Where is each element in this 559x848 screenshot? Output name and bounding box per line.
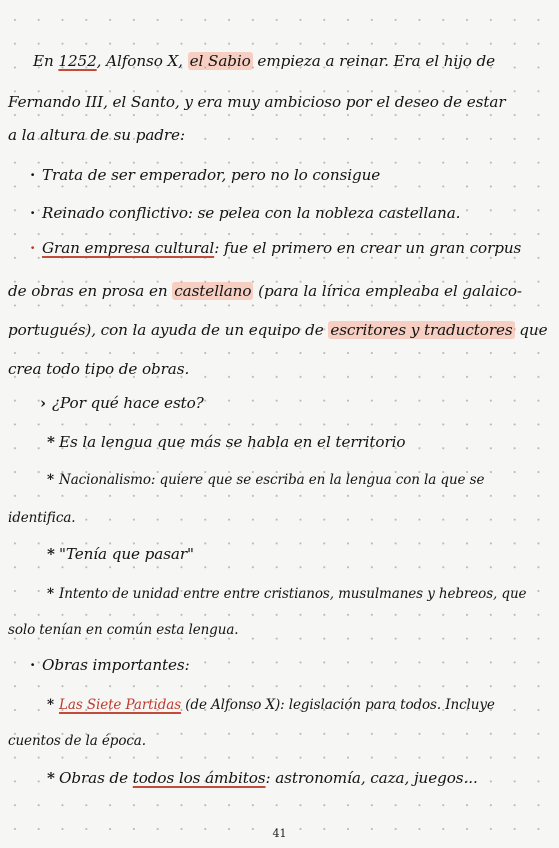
text: a la altura de su padre:	[8, 126, 185, 144]
text: portugués), con la ayuda de un equipo de	[8, 321, 329, 339]
text: Obras de	[59, 769, 133, 787]
asterisk-icon: *	[47, 545, 55, 563]
text: que	[514, 321, 548, 339]
bullet-item	[0, 238, 559, 258]
text: empieza a reinar. Era el hijo de	[252, 52, 496, 70]
text: Intento de unidad entre entre cristianos, musulmanes y hebreos, que	[59, 586, 527, 602]
asterisk-icon: *	[47, 472, 54, 488]
text: , Alfonso X,	[96, 52, 188, 70]
text: "Tenía que pasar"	[59, 545, 194, 563]
highlight-escritores: escritores y traductores	[330, 321, 513, 339]
asterisk-icon: *	[47, 586, 54, 602]
text: Fernando III, el Santo, y era muy ambicioso por el deseo de estar	[8, 93, 506, 111]
text: Trata de ser emperador, pero no lo consigue	[42, 166, 381, 184]
year-underlined: 1252	[58, 52, 97, 70]
underline-todos-ambitos: todos los ámbitos	[132, 769, 266, 787]
text: Es la lengua que más se habla en el territorio	[59, 433, 406, 451]
text: (para la lírica empleaba el galaico-	[253, 282, 522, 300]
text-line-8	[0, 320, 559, 340]
question-item	[0, 393, 559, 413]
text: : fue el primero en crear un gran corpus	[214, 239, 522, 257]
text: solo tenían en común esta lengua.	[8, 622, 239, 638]
star-item	[0, 584, 559, 604]
text: identifica.	[8, 510, 76, 526]
text-line-1	[0, 51, 559, 71]
arrow-icon: ›	[40, 394, 46, 412]
text: Nacionalismo: quiere que se escriba en la lengua con la que se	[59, 472, 485, 488]
text-line-3	[0, 125, 559, 145]
asterisk-icon: *	[47, 697, 54, 713]
underline-siete-partidas: Las Siete Partidas	[59, 697, 182, 713]
bullet-dot-icon: ·	[30, 656, 36, 674]
bullet-item	[0, 655, 559, 675]
text: Reinado conflictivo: se pelea con la nobleza castellana.	[42, 204, 461, 222]
asterisk-icon: *	[47, 769, 55, 787]
text-line-13	[0, 508, 559, 528]
text: (de Alfonso X): legislación para todos. Incluye	[181, 697, 495, 713]
highlight-el-sabio: el Sabio	[189, 52, 251, 70]
highlight-castellano: castellano	[174, 282, 252, 300]
bullet-dot-icon: ·	[30, 166, 36, 184]
star-item	[0, 470, 559, 490]
underline-gran-empresa: Gran empresa cultural	[42, 239, 215, 257]
text-line-19	[0, 731, 559, 751]
text-line-7	[0, 281, 559, 301]
text: En	[33, 52, 59, 70]
asterisk-icon: *	[47, 433, 55, 451]
text-line-9	[0, 359, 559, 379]
text: cuentos de la época.	[8, 733, 146, 749]
bullet-item	[0, 165, 559, 185]
text-line-16	[0, 620, 559, 640]
text: : astronomía, caza, juegos...	[265, 769, 478, 787]
text: Obras importantes:	[42, 656, 190, 674]
star-item	[0, 432, 559, 452]
text: de obras en prosa en	[8, 282, 173, 300]
bullet-dot-icon: ·	[30, 204, 36, 222]
star-item	[0, 695, 559, 715]
bullet-dot-icon: ·	[30, 239, 36, 257]
page-number: 41	[272, 827, 287, 840]
text: ¿Por qué hace esto?	[52, 394, 204, 412]
star-item	[0, 544, 559, 564]
text-line-2	[0, 92, 559, 112]
star-item	[0, 768, 559, 788]
text: crea todo tipo de obras.	[8, 360, 190, 378]
bullet-item	[0, 203, 559, 223]
